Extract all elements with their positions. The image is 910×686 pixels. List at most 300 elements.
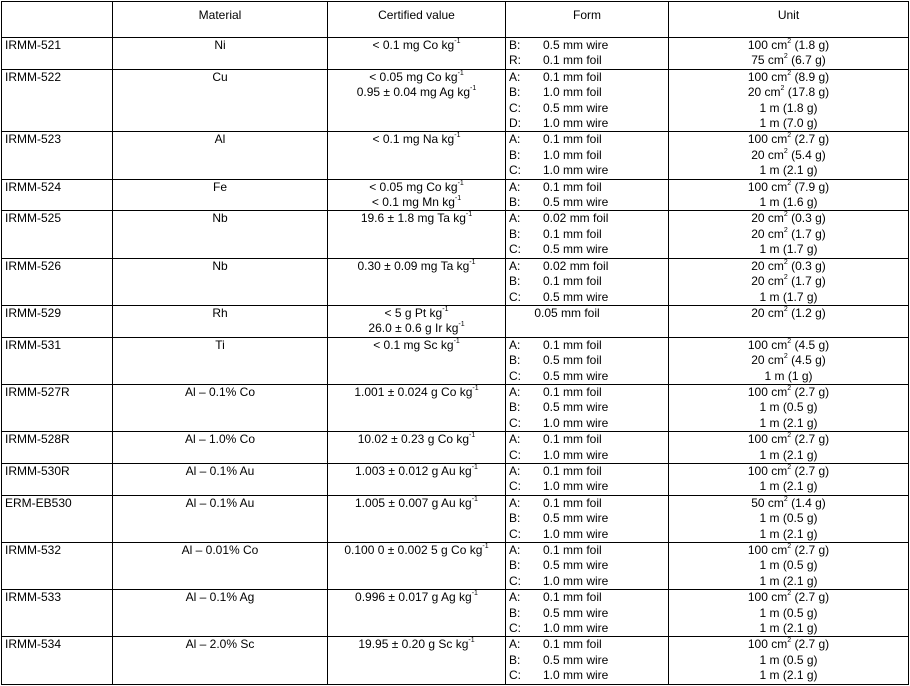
unit-line [672, 448, 905, 463]
material-name-text: Al – 0.01% Co [181, 543, 259, 557]
table-row [2, 69, 909, 132]
form-text: 1.0 mm foil [543, 85, 602, 100]
unit-exponent: 2 [783, 53, 788, 61]
form-text: 1.0 mm wire [543, 621, 609, 636]
certified-value-text: < 0.1 mg Co kg [372, 38, 455, 52]
unit-text: 1 m (1.7 g) [759, 289, 818, 304]
form-cell [506, 258, 669, 305]
form-key: C: [509, 573, 521, 588]
unit-cell [669, 495, 909, 542]
unit-mass: (1.7 g) [787, 274, 826, 289]
material-name [113, 543, 328, 590]
certified-value-text: 1.005 ± 0.007 g Au kg [355, 495, 472, 510]
unit-mass: (2.7 g) [791, 590, 830, 605]
form-text: 0.1 mm foil [543, 463, 602, 478]
certified-value-exponent: -1 [469, 432, 476, 440]
header-material: Material [113, 2, 328, 38]
material-name [113, 637, 328, 685]
material-name-text: Al – 0.1% Co [184, 384, 256, 399]
unit-line [672, 211, 905, 226]
certified-value-text: 0.30 ± 0.09 mg Ta kg [357, 258, 470, 273]
unit-mass: (1.4 g) [787, 495, 826, 510]
unit-line [672, 195, 905, 210]
form-key: R: [509, 53, 521, 68]
form-text: 0.5 mm wire [543, 652, 609, 667]
unit-text: 1 m (0.5 g) [759, 400, 818, 415]
certified-value-text: 26.0 ± 0.6 g Ir kg [368, 321, 459, 336]
unit-text: 1 m (0.5 g) [759, 558, 818, 573]
certified-value-text: 0.100 0 ± 0.002 5 g Co kg [344, 543, 483, 557]
unit-text: 1 m (1.8 g) [759, 100, 818, 115]
form-key: B: [509, 226, 521, 241]
unit-line [672, 116, 905, 131]
unit-text: 20 cm [751, 147, 784, 162]
form-key: B: [509, 558, 521, 573]
table-row [2, 179, 909, 211]
material-code [2, 384, 113, 431]
unit-line [672, 338, 905, 353]
form-line [509, 543, 665, 558]
unit-mass: (5.4 g) [787, 147, 826, 162]
form-key: A: [509, 337, 521, 352]
material-code [2, 590, 113, 637]
material-name [113, 38, 328, 70]
certified-value-line [331, 85, 502, 100]
unit-line [672, 432, 905, 447]
unit-mass: (1.2 g) [787, 305, 826, 320]
certified-value [328, 463, 506, 495]
form-text: 0.02 mm foil [543, 211, 609, 226]
certified-value-line [331, 38, 502, 53]
form-key: A: [509, 463, 521, 478]
unit-text: 20 cm [751, 258, 784, 273]
form-text: 0.1 mm foil [543, 543, 602, 557]
table-row [2, 305, 909, 337]
unit-line [672, 85, 905, 100]
unit-exponent: 2 [787, 543, 792, 550]
unit-mass: (4.5 g) [787, 353, 826, 368]
material-code-text: IRMM-532 [5, 543, 62, 557]
material-name [113, 211, 328, 258]
certified-value-exponent: -1 [465, 211, 473, 219]
certified-value [328, 258, 506, 305]
unit-exponent: 2 [787, 384, 792, 392]
certified-value-line [331, 385, 502, 400]
certified-value [328, 432, 506, 464]
certified-value-line [331, 464, 502, 479]
material-name [113, 590, 328, 637]
form-key: A: [509, 637, 521, 652]
form-text: 0.1 mm foil [543, 495, 602, 510]
certified-value [328, 211, 506, 258]
form-line [509, 306, 665, 321]
form-text: 0.5 mm wire [543, 558, 609, 573]
form-line [509, 558, 665, 573]
certified-value-exponent: -1 [458, 321, 465, 329]
unit-mass: (2.7 g) [791, 463, 830, 478]
certified-value-text: 19.6 ± 1.8 mg Ta kg [360, 211, 466, 226]
form-key: A: [509, 495, 521, 510]
form-line [509, 590, 665, 605]
material-name-text: Al – 0.1% Au [185, 463, 255, 478]
material-code-text: IRMM-531 [5, 337, 62, 352]
unit-text: 1 m (2.1 g) [759, 163, 818, 178]
unit-exponent: 2 [787, 132, 792, 140]
form-cell [506, 132, 669, 179]
form-line [509, 511, 665, 526]
form-line [509, 148, 665, 163]
material-code [2, 305, 113, 337]
unit-exponent: 2 [787, 179, 792, 187]
unit-text: 100 cm [747, 337, 788, 352]
form-key: C: [509, 163, 521, 178]
table-row [2, 258, 909, 305]
material-code-text: IRMM-533 [5, 590, 62, 605]
certified-value [328, 69, 506, 132]
unit-line [672, 148, 905, 163]
unit-cell [669, 432, 909, 464]
unit-line [672, 227, 905, 242]
certified-value [328, 543, 506, 590]
certified-value-line [331, 338, 502, 353]
unit-line [672, 496, 905, 511]
table-row [2, 211, 909, 258]
material-name [113, 463, 328, 495]
form-key: B: [509, 85, 521, 100]
form-cell [506, 495, 669, 542]
certified-value-line [331, 590, 502, 605]
unit-exponent: 2 [783, 274, 788, 282]
unit-line [672, 132, 905, 147]
header-form: Form [506, 2, 669, 38]
form-line [509, 38, 665, 53]
material-code-text: IRMM-529 [5, 305, 62, 320]
form-key: C: [509, 368, 521, 383]
certified-value-exponent: -1 [482, 543, 489, 550]
form-key: B: [509, 38, 521, 52]
table-row [2, 38, 909, 70]
form-line [509, 70, 665, 85]
table-row [2, 495, 909, 542]
certified-value-text: < 0.1 mg Na kg [372, 132, 455, 147]
form-cell [506, 637, 669, 685]
unit-text: 100 cm [747, 69, 788, 84]
unit-mass: (4.5 g) [791, 337, 830, 352]
form-text: 0.1 mm foil [543, 53, 602, 68]
material-code-text: IRMM-534 [5, 637, 62, 652]
unit-exponent: 2 [783, 495, 788, 503]
material-code [2, 179, 113, 211]
certified-value-text: 1.003 ± 0.012 g Au kg [355, 463, 472, 478]
form-cell [506, 337, 669, 384]
form-line [509, 527, 665, 542]
form-key: B: [509, 353, 521, 368]
unit-cell [669, 179, 909, 211]
form-cell [506, 38, 669, 70]
unit-exponent: 2 [783, 226, 788, 234]
material-name [113, 432, 328, 464]
unit-cell [669, 69, 909, 132]
unit-line [672, 290, 905, 305]
form-line [509, 385, 665, 400]
unit-line [672, 558, 905, 573]
form-line [509, 116, 665, 131]
material-code [2, 543, 113, 590]
certified-value-exponent: -1 [468, 637, 475, 645]
header-certified-value: Certified value [328, 2, 506, 38]
material-code-text: IRMM-530R [5, 463, 70, 478]
unit-cell [669, 258, 909, 305]
material-code-text: ERM-EB530 [5, 495, 72, 510]
form-cell [506, 463, 669, 495]
material-code-text: IRMM-525 [5, 211, 62, 226]
material-code-text: IRMM-528R [5, 432, 70, 447]
form-key: A: [509, 384, 521, 399]
material-name-text: Al – 1.0% Co [184, 432, 256, 447]
certified-value-exponent: -1 [457, 179, 464, 187]
certified-value-exponent: -1 [471, 590, 478, 598]
form-key: C: [509, 668, 521, 683]
unit-exponent: 2 [783, 147, 788, 155]
material-code-text: IRMM-527R [5, 384, 70, 399]
unit-cell [669, 590, 909, 637]
form-key: A: [509, 590, 521, 605]
unit-line [672, 385, 905, 400]
unit-exponent: 2 [787, 463, 792, 471]
certified-value-exponent: -1 [471, 495, 478, 503]
form-line [509, 242, 665, 257]
material-code [2, 69, 113, 132]
unit-text: 100 cm [747, 432, 788, 447]
material-name-text: Al – 0.1% Au [185, 495, 255, 510]
form-cell [506, 543, 669, 590]
form-line [509, 53, 665, 68]
unit-text: 1 m (2.1 g) [759, 573, 818, 588]
unit-exponent: 2 [787, 590, 792, 598]
material-name-text: Ni [214, 38, 226, 52]
form-key: B: [509, 195, 521, 210]
unit-cell [669, 132, 909, 179]
form-line [509, 353, 665, 368]
unit-line [672, 353, 905, 368]
certified-value-line [331, 211, 502, 226]
unit-line [672, 479, 905, 494]
material-code [2, 337, 113, 384]
table-row [2, 337, 909, 384]
material-code [2, 258, 113, 305]
form-line [509, 274, 665, 289]
unit-line [672, 369, 905, 384]
material-code-text: IRMM-521 [5, 38, 62, 52]
form-line [509, 259, 665, 274]
form-text: 0.1 mm foil [543, 226, 602, 241]
certified-value [328, 132, 506, 179]
unit-line [672, 242, 905, 257]
unit-line [672, 53, 905, 68]
table-row [2, 432, 909, 464]
form-key: A: [509, 432, 521, 447]
certified-value-line [331, 259, 502, 274]
certified-value-exponent: -1 [454, 132, 461, 140]
form-line [509, 479, 665, 494]
form-text: 1.0 mm wire [543, 447, 609, 462]
unit-line [672, 606, 905, 621]
form-key: C: [509, 447, 521, 462]
unit-text: 1 m (0.5 g) [759, 605, 818, 620]
form-cell [506, 179, 669, 211]
unit-line [672, 653, 905, 668]
form-key: C: [509, 100, 521, 115]
form-text: 1.0 mm wire [543, 163, 609, 178]
header-unit: Unit [669, 2, 909, 38]
form-text: 0.5 mm wire [543, 38, 609, 52]
form-text: 0.5 mm wire [543, 242, 609, 257]
material-name-text: Nb [212, 211, 228, 226]
unit-line [672, 163, 905, 178]
unit-mass: (2.7 g) [791, 637, 830, 652]
material-code [2, 211, 113, 258]
form-text: 1.0 mm wire [543, 526, 609, 541]
certified-value-exponent: -1 [454, 38, 461, 45]
unit-text: 20 cm [751, 305, 784, 320]
unit-cell [669, 38, 909, 70]
unit-exponent: 2 [780, 85, 785, 93]
form-text: 0.1 mm foil [543, 69, 602, 84]
form-text: 1.0 mm wire [543, 415, 609, 430]
material-name-text: Fe [212, 179, 227, 194]
material-name-text: Al [214, 132, 226, 147]
certified-value-line [331, 195, 502, 210]
unit-mass: (1.8 g) [791, 38, 830, 52]
unit-text: 20 cm [747, 85, 781, 100]
form-line [509, 496, 665, 511]
certified-value-text: < 0.1 mg Mn kg [371, 195, 455, 210]
material-name-text: Al – 0.1% Ag [185, 590, 255, 605]
table-row [2, 463, 909, 495]
material-name [113, 132, 328, 179]
material-code [2, 432, 113, 464]
certified-value-exponent: -1 [472, 384, 479, 392]
certified-value-exponent: -1 [457, 69, 464, 77]
form-text: 1.0 mm wire [543, 479, 609, 494]
form-text: 0.5 mm wire [543, 605, 609, 620]
form-key: A: [509, 543, 521, 557]
certified-value-line [331, 180, 502, 195]
form-text: 0.5 mm wire [543, 195, 609, 210]
unit-text: 1 m (1.7 g) [759, 242, 818, 257]
form-line [509, 163, 665, 178]
certified-value-exponent: -1 [453, 337, 460, 345]
header-code [2, 2, 113, 38]
table-row [2, 637, 909, 685]
form-key: C: [509, 621, 521, 636]
form-cell [506, 384, 669, 431]
form-key: B: [509, 605, 521, 620]
form-text: 0.1 mm foil [543, 637, 602, 652]
unit-line [672, 416, 905, 431]
unit-text: 1 m (1.6 g) [759, 195, 818, 210]
unit-cell [669, 384, 909, 431]
table-body [2, 38, 909, 685]
material-code [2, 495, 113, 542]
form-cell [506, 69, 669, 132]
unit-exponent: 2 [787, 38, 792, 45]
unit-mass: (2.7 g) [791, 384, 830, 399]
unit-text: 100 cm [747, 179, 788, 194]
form-key: A: [509, 132, 521, 147]
unit-mass: (0.3 g) [787, 258, 826, 273]
form-key: C: [509, 289, 521, 304]
unit-mass: (17.8 g) [784, 85, 830, 100]
unit-exponent: 2 [783, 305, 788, 313]
unit-mass: (6.7 g) [787, 53, 826, 68]
unit-text: 1 m (0.5 g) [759, 652, 818, 667]
unit-line [672, 543, 905, 558]
material-name-text: Ti [215, 337, 225, 352]
unit-cell [669, 637, 909, 685]
form-key: B: [509, 511, 521, 526]
form-text: 0.02 mm foil [543, 258, 609, 273]
material-code [2, 637, 113, 685]
certified-value [328, 179, 506, 211]
form-text: 0.1 mm foil [543, 590, 602, 605]
form-line [509, 195, 665, 210]
certified-value-text: < 0.1 mg Sc kg [373, 337, 454, 352]
form-line [509, 574, 665, 589]
form-cell [506, 305, 669, 337]
form-line [509, 637, 665, 652]
material-name [113, 305, 328, 337]
unit-line [672, 70, 905, 85]
form-line [509, 464, 665, 479]
unit-mass: (1.7 g) [787, 226, 826, 241]
form-line [509, 400, 665, 415]
certified-value-exponent: -1 [469, 258, 476, 266]
unit-line [672, 274, 905, 289]
form-line [509, 101, 665, 116]
form-text: 0.1 mm foil [543, 274, 602, 289]
form-cell [506, 432, 669, 464]
form-text: 0.1 mm foil [543, 132, 602, 147]
form-line [509, 668, 665, 683]
certified-value-text: 1.001 ± 0.024 g Co kg [354, 384, 473, 399]
certified-value-text: 0.95 ± 0.04 mg Ag kg [356, 85, 471, 100]
certified-value [328, 637, 506, 685]
form-key: C: [509, 479, 521, 494]
form-text: 0.1 mm foil [543, 179, 602, 194]
certified-value-exponent: -1 [470, 85, 477, 93]
unit-line [672, 527, 905, 542]
table-row [2, 132, 909, 179]
unit-text: 1 m (2.1 g) [759, 526, 818, 541]
unit-mass: (8.9 g) [791, 69, 830, 84]
unit-text: 50 cm [751, 495, 784, 510]
unit-exponent: 2 [783, 258, 788, 266]
material-name-text: Nb [212, 258, 228, 273]
unit-text: 1 m (0.5 g) [759, 511, 818, 526]
unit-line [672, 574, 905, 589]
certified-value-text: < 0.05 mg Co kg [369, 179, 458, 194]
unit-text: 100 cm [747, 463, 788, 478]
unit-text: 1 m (2.1 g) [759, 479, 818, 494]
certified-value-line [331, 70, 502, 85]
unit-cell [669, 543, 909, 590]
unit-mass: (7.9 g) [791, 179, 830, 194]
form-key: C: [509, 526, 521, 541]
certified-value [328, 305, 506, 337]
form-line [509, 227, 665, 242]
form-cell [506, 211, 669, 258]
